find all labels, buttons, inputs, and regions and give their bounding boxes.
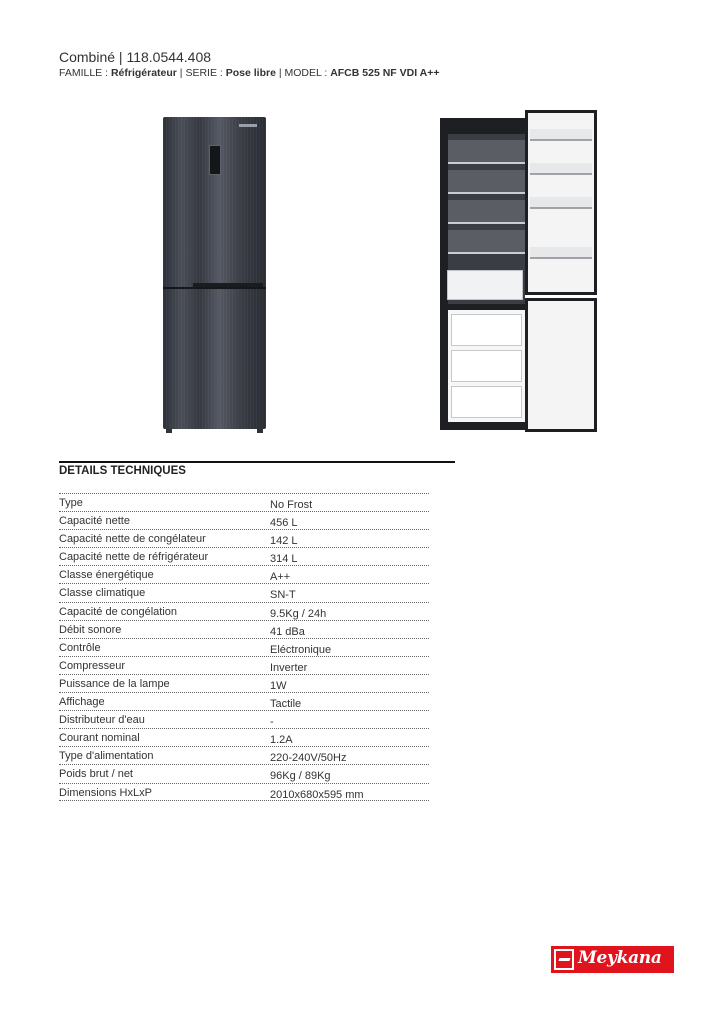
freezer-compartment xyxy=(448,310,525,422)
spec-label: Dimensions HxLxP xyxy=(59,786,152,799)
fridge-shelf xyxy=(448,230,525,254)
table-row xyxy=(59,783,429,801)
spec-label: Distributeur d'eau xyxy=(59,714,145,727)
door-bin xyxy=(530,129,592,141)
fridge-shelf xyxy=(448,170,525,194)
fridge-shelf xyxy=(448,200,525,224)
table-row xyxy=(59,656,429,674)
door-bin xyxy=(530,197,592,209)
table-row xyxy=(59,529,429,547)
fridge-foot xyxy=(166,429,172,433)
table-row xyxy=(59,692,429,710)
spec-value: 41 dBa xyxy=(270,625,305,638)
fridge-cabinet xyxy=(440,118,525,430)
table-row xyxy=(59,674,429,692)
spec-value: 9.5Kg / 24h xyxy=(270,607,327,620)
spec-label: Type d'alimentation xyxy=(59,750,154,763)
table-row xyxy=(59,638,429,656)
spec-label: Affichage xyxy=(59,696,105,709)
door-bin xyxy=(530,247,592,259)
spec-label: Capacité nette de congélateur xyxy=(59,533,206,546)
spec-label: Classe climatique xyxy=(59,587,146,600)
fridge-shelf xyxy=(448,140,525,164)
model-label: | MODEL : xyxy=(275,67,331,79)
table-row xyxy=(59,511,429,529)
table-row xyxy=(59,547,429,565)
table-row xyxy=(59,710,429,728)
table-row xyxy=(59,764,429,782)
fridge-open-image xyxy=(440,110,600,432)
page-title: Combiné | 118.0544.408 xyxy=(59,49,212,65)
brand-logo xyxy=(551,946,674,973)
specs-table xyxy=(59,493,429,801)
section-title: DETAILS TECHNIQUES xyxy=(59,465,186,477)
spec-label: Capacité nette de réfrigérateur xyxy=(59,551,209,564)
freezer-drawer xyxy=(451,386,522,418)
spec-label: Classe énergétique xyxy=(59,569,154,582)
spec-value: No Frost xyxy=(270,499,313,511)
famille-label: FAMILLE : xyxy=(59,67,111,79)
spec-label: Capacité nette xyxy=(59,515,130,528)
spec-value: Inverter xyxy=(270,661,308,674)
freezer-drawer xyxy=(451,350,522,382)
spec-value: - xyxy=(270,716,274,729)
spec-value: A++ xyxy=(270,571,291,584)
spec-value: 2010x680x595 mm xyxy=(270,788,364,801)
serie-value: Pose libre xyxy=(225,67,276,79)
spec-value: SN-T xyxy=(270,589,296,602)
spec-value: Eléctronique xyxy=(270,643,332,656)
spec-label: Contrôle xyxy=(59,641,101,654)
spec-label: Poids brut / net xyxy=(59,768,133,781)
spec-label: Débit sonore xyxy=(59,623,122,636)
door-bin xyxy=(530,163,592,175)
fridge-display xyxy=(209,145,221,175)
spec-label: Type xyxy=(59,497,83,509)
serie-label: | SERIE : xyxy=(176,67,226,79)
product-subtitle xyxy=(59,67,440,79)
spec-value: 1W xyxy=(270,679,287,692)
table-row xyxy=(59,620,429,638)
spec-label: Courant nominal xyxy=(59,732,140,745)
spec-value: 456 L xyxy=(270,517,298,530)
spec-value: Tactile xyxy=(270,698,302,711)
fridge-door-open xyxy=(525,110,597,295)
door-split-line xyxy=(163,287,266,289)
brand-name: Meykana xyxy=(578,948,662,968)
table-row xyxy=(59,565,429,583)
spec-value: 96Kg / 89Kg xyxy=(270,770,331,783)
freezer-drawer xyxy=(451,314,522,346)
freezer-door-open xyxy=(525,298,597,432)
fridge-closed-image xyxy=(163,117,266,429)
table-row xyxy=(59,728,429,746)
spec-label: Capacité de congélation xyxy=(59,605,178,618)
table-row xyxy=(59,583,429,601)
fridge-foot xyxy=(257,429,263,433)
table-row xyxy=(59,493,429,511)
spec-value: 142 L xyxy=(270,535,298,548)
brand-emblem-icon xyxy=(554,949,574,970)
spec-label: Compresseur xyxy=(59,659,126,672)
crisper-drawer xyxy=(447,270,523,300)
famille-value: Réfrigérateur xyxy=(110,67,177,79)
table-row xyxy=(59,602,429,620)
table-row xyxy=(59,746,429,764)
fridge-logo xyxy=(239,124,257,127)
spec-value: 1.2A xyxy=(270,734,293,747)
spec-value: 220-240V/50Hz xyxy=(270,752,347,765)
spec-value: 314 L xyxy=(270,553,298,566)
spec-label: Puissance de la lampe xyxy=(59,677,170,690)
section-divider xyxy=(59,461,455,463)
model-value: AFCB 525 NF VDI A++ xyxy=(330,67,440,79)
